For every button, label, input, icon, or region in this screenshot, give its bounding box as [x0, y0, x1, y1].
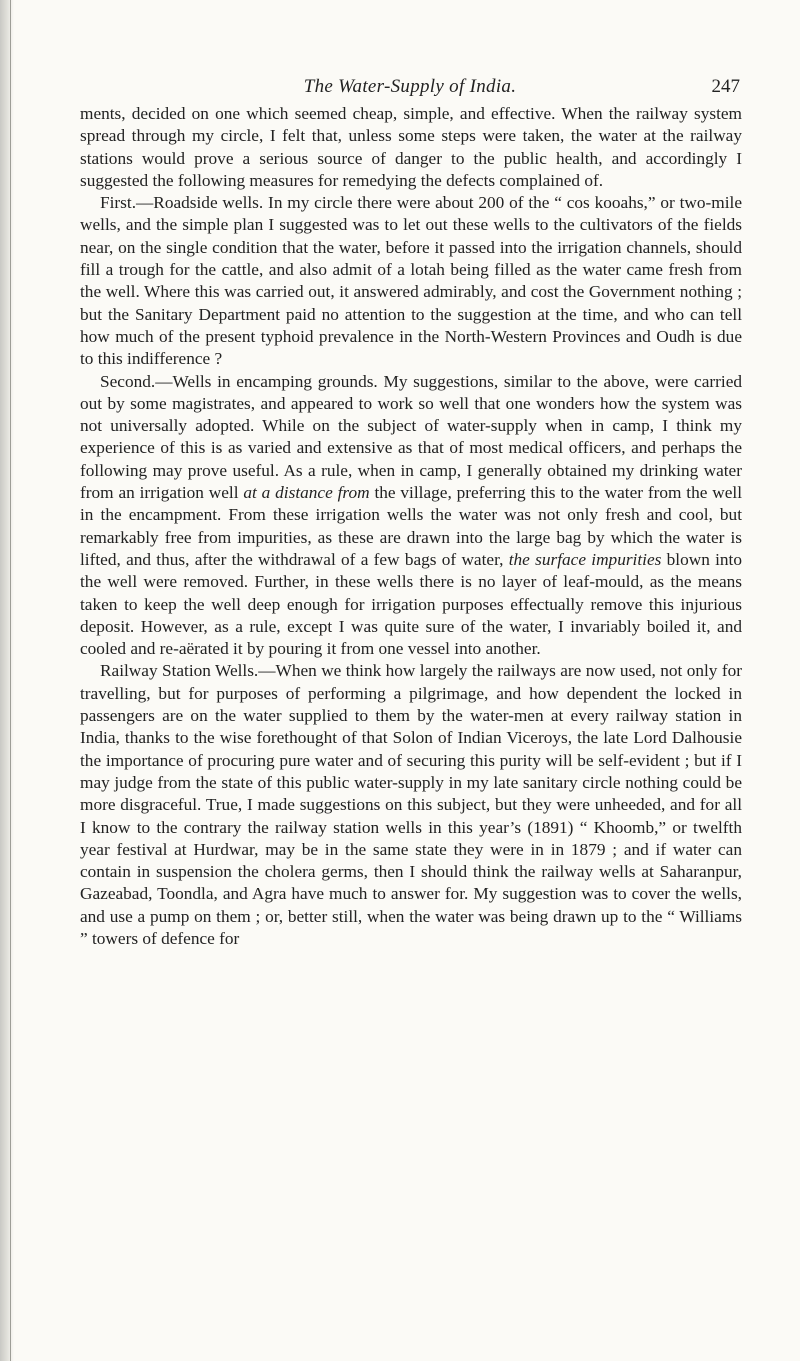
paragraph-railway-station-wells [80, 660, 742, 950]
italic-phrase: at a distance from [243, 483, 370, 503]
paragraph-roadside-wells [80, 192, 742, 370]
paragraph-continuation [80, 103, 742, 192]
running-title: The Water-Supply of India. [303, 76, 517, 97]
gutter-edge-line [10, 0, 11, 1361]
paragraph-text: —When we think how largely the railways are now used, not only for travelling, but for purposes of performing a pilgrimage, and how dependent the locked in passengers are on the water supplied to them by the water-men at every railway station in India, thanks to the wise forethought of that Solon of Indian Viceroys, the late Lord Dalhousie the importance of procuring pure water and of securing this purity will be self-evident ; but if I may judge from the state of this public water-supply in my late sanitary circle nothing could be more disgraceful. True, I made suggestions on this subject, but they were unheeded, and for all I know to the contrary the railway station wells in this year’s (1891) “ Khoomb,” or twelfth year festival at Hurdwar, may be in the same state they were in in 1879 ; and if water can contain in suspension the cholera germs, then I should think the railway wells at Saharanpur, Gazeabad, Toondla, and Agra have much to answer for. My suggestion was to cover the wells, and use a pump on them ; or, better still, when the water was being drawn up to the “ Williams ” towers of defence for [80, 661, 742, 948]
paragraph-text: blown into the well were removed. Further, in these wells there is no layer of leaf-mould, as the means taken to keep the well deep enough for irrigation purposes effectually remove this injurious deposit. However, as a rule, except I was quite sure of the water, I invariably boiled it, and cooled and re-aërated it by pouring it from one vessel into another. [80, 549, 742, 659]
running-head [80, 76, 740, 102]
paragraph-text: My suggestions, similar to the above, were carried out by some magistrates, and appeared to work so well that one wonders how the system was not universally adopted. While on the subject of water-supply when in camp, I think my experience of this is as varied and extensive as that of most medical officers, and perhaps the following may prove useful. As a rule, when in camp, I generally obtained my drinking water from an irrigation well [80, 371, 742, 503]
text-body [80, 103, 742, 950]
paragraph-lead: First.—Roadside wells. [100, 193, 264, 213]
paragraph-text: In my circle there were about 200 of the “ cos kooahs,” or two-mile wells, and the simple plan I suggested was to let out these wells to the cultivators of the fields near, on the single condition that the water, before it passed into the irrigation channels, should fill a trough for the cattle, and also admit of a lotah being filled as the water came fresh from the well. Where this was carried out, it answered admirably, and cost the Government nothing ; but the Sanitary Department paid no attention to the suggestion at the time, and who can tell how much of the present typhoid prevalence in the North-Western Provinces and Oudh is due to this indifference ? [80, 193, 742, 369]
binding-gutter [0, 0, 14, 1361]
paragraph-lead: Railway Station Wells. [100, 661, 259, 681]
paragraph-text: the village, preferring this to the water from the well in the encampment. From these irrigation wells the water was not only fresh and cool, but remarkably free from impurities, as these are drawn into the large bag by which the water is lifted, and thus, after the withdrawal of a few bags of water, [80, 483, 743, 569]
paragraph-text: ments, decided on one which seemed cheap, simple, and effective. When the railway system spread through my circle, I felt that, unless some steps were taken, the water at the railway stations would prove a serious source of danger to the public health, and accordingly I suggested the following measures for remedying the defects complained of. [80, 104, 742, 190]
paragraph-encamping-grounds [80, 371, 742, 661]
paragraph-lead: Second.—Wells in encamping grounds. [100, 371, 378, 391]
page-number: 247 [711, 76, 740, 97]
italic-phrase: the surface impurities [508, 549, 662, 569]
